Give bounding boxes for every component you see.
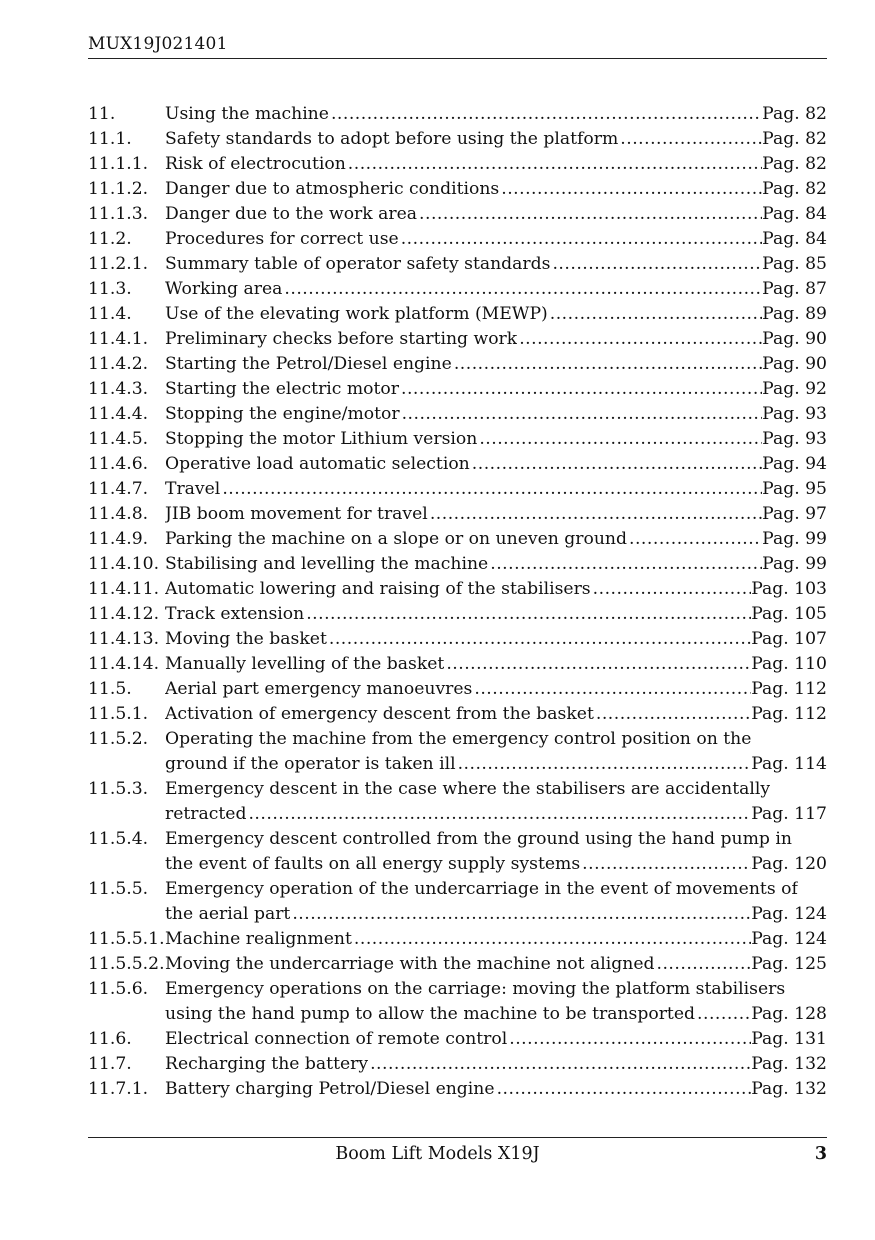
toc-entry-number: 11.4.11. [88, 579, 160, 599]
toc-entry-page: Pag. 117 [751, 804, 827, 824]
toc-entry [88, 427, 827, 452]
dot-leader [548, 302, 762, 327]
header-divider [88, 58, 827, 59]
toc-entry-number: 11.5. [88, 679, 132, 699]
toc-entry-number: 11.1. [88, 129, 132, 149]
toc-entry [88, 152, 827, 177]
toc-entry-page: Pag. 110 [751, 654, 827, 674]
toc-entry-number: 11.5.5.2. [88, 954, 165, 974]
document-code: MUX19J021401 [88, 34, 228, 54]
dot-leader [499, 177, 762, 202]
toc-entry-number: 11.4.6. [88, 454, 149, 474]
toc-entry [88, 177, 827, 202]
toc-entry-page: Pag. 90 [762, 354, 827, 374]
toc-entry-page: Pag. 128 [751, 1004, 827, 1024]
toc-entry-number: 11.1.3. [88, 204, 149, 224]
toc-entry-title: Battery charging Petrol/Diesel engine [165, 1079, 495, 1099]
toc-entry [88, 952, 827, 977]
toc-entry-page: Pag. 92 [762, 379, 827, 399]
toc-entry-title: Danger due to atmospheric conditions [165, 179, 500, 199]
toc-entry-title: Machine realignment [165, 929, 352, 949]
dot-leader [428, 502, 762, 527]
dot-leader [591, 577, 752, 602]
dot-leader [220, 477, 762, 502]
toc-entry-page: Pag. 97 [762, 504, 827, 524]
toc-entry [88, 477, 827, 502]
toc-entry-title: Travel [165, 479, 221, 499]
toc-entry-page: Pag. 120 [751, 854, 827, 874]
dot-leader [417, 202, 762, 227]
toc-entry-page: Pag. 82 [762, 129, 827, 149]
dot-leader [368, 1052, 751, 1077]
table-of-contents [88, 102, 827, 1102]
toc-entry-page: Pag. 99 [762, 529, 827, 549]
toc-entry-page: Pag. 94 [762, 454, 827, 474]
toc-entry-title: Recharging the battery [165, 1054, 369, 1074]
toc-entry [88, 277, 827, 302]
toc-entry [88, 977, 827, 1027]
toc-entry-number: 11.4.9. [88, 529, 149, 549]
toc-entry [88, 352, 827, 377]
dot-leader [627, 527, 762, 552]
toc-entry-title: Operative load automatic selection [165, 454, 470, 474]
toc-entry [88, 202, 827, 227]
toc-entry [88, 452, 827, 477]
toc-entry-title: Emergency descent in the case where the stabilisers are accidentally [165, 779, 771, 799]
toc-entry-title: Emergency operations on the carriage: moving the platform stabilisers [165, 979, 786, 999]
toc-entry-page: Pag. 85 [762, 254, 827, 274]
toc-entry-page: Pag. 95 [762, 479, 827, 499]
toc-entry-page: Pag. 132 [751, 1054, 827, 1074]
toc-entry-page: Pag. 82 [762, 179, 827, 199]
toc-entry [88, 1027, 827, 1052]
toc-entry-page: Pag. 103 [751, 579, 827, 599]
dot-leader [618, 127, 762, 152]
toc-entry-number: 11.4.7. [88, 479, 149, 499]
toc-entry-title: Working area [165, 279, 283, 299]
toc-entry [88, 777, 827, 827]
toc-entry-title: Stabilising and levelling the machine [165, 554, 489, 574]
toc-entry [88, 302, 827, 327]
toc-entry-number: 11.4.4. [88, 404, 149, 424]
toc-entry [88, 727, 827, 777]
toc-entry-page: Pag. 107 [751, 629, 827, 649]
toc-entry-page: Pag. 131 [751, 1029, 827, 1049]
footer-divider [88, 1137, 827, 1138]
toc-entry-page: Pag. 84 [762, 204, 827, 224]
toc-entry [88, 627, 827, 652]
toc-entry [88, 702, 827, 727]
dot-leader [304, 602, 751, 627]
dot-leader [580, 852, 751, 877]
toc-entry-title: ground if the operator is taken ill [165, 754, 456, 774]
toc-entry-number: 11.5.1. [88, 704, 149, 724]
toc-entry-number: 11.4.2. [88, 354, 149, 374]
dot-leader [477, 427, 762, 452]
toc-entry-title: Stopping the engine/motor [165, 404, 400, 424]
toc-entry-title: retracted [165, 804, 247, 824]
toc-entry-title: the event of faults on all energy supply systems [165, 854, 581, 874]
dot-leader [488, 552, 762, 577]
toc-entry [88, 577, 827, 602]
toc-entry [88, 877, 827, 927]
toc-entry-page: Pag. 114 [751, 754, 827, 774]
toc-entry-title: Procedures for correct use [165, 229, 399, 249]
toc-entry-number: 11.2.1. [88, 254, 149, 274]
toc-entry [88, 927, 827, 952]
toc-entry-title: Aerial part emergency manoeuvres [165, 679, 473, 699]
dot-leader [346, 152, 762, 177]
toc-entry-number: 11.6. [88, 1029, 132, 1049]
toc-entry-title: Parking the machine on a slope or on uneven ground [165, 529, 627, 549]
toc-entry-title: Electrical connection of remote control [165, 1029, 508, 1049]
page-number: 3 [814, 1144, 827, 1164]
toc-entry [88, 402, 827, 427]
toc-entry-number: 11.4.1. [88, 329, 149, 349]
toc-entry-title: the aerial part [165, 904, 291, 924]
toc-entry-title: Automatic lowering and raising of the stabilisers [165, 579, 591, 599]
toc-entry-title: Preliminary checks before starting work [165, 329, 518, 349]
toc-entry-title: Moving the undercarriage with the machine not aligned [165, 954, 655, 974]
toc-entry-title: Safety standards to adopt before using the platform [165, 129, 619, 149]
toc-entry-title: Emergency operation of the undercarriage in the event of movements of [165, 879, 798, 899]
toc-entry-title: Danger due to the work area [165, 204, 418, 224]
toc-entry-number: 11.4.8. [88, 504, 149, 524]
toc-entry [88, 327, 827, 352]
toc-entry [88, 227, 827, 252]
dot-leader [444, 652, 751, 677]
toc-entry-title: Starting the electric motor [165, 379, 399, 399]
toc-entry-title: using the hand pump to allow the machine to be transported [165, 1004, 696, 1024]
toc-entry-title: Stopping the motor Lithium version [165, 429, 478, 449]
toc-entry-title: Activation of emergency descent from the basket [165, 704, 594, 724]
toc-entry [88, 827, 827, 877]
toc-entry-number: 11. [88, 104, 116, 124]
dot-leader [329, 102, 762, 127]
toc-entry-title: Operating the machine from the emergency control position on the [165, 729, 752, 749]
dot-leader [400, 402, 763, 427]
toc-entry-title: Emergency descent controlled from the ground using the hand pump in [165, 829, 792, 849]
dot-leader [517, 327, 762, 352]
dot-leader [399, 227, 762, 252]
toc-entry-title: Using the machine [165, 104, 329, 124]
toc-entry-page: Pag. 93 [762, 429, 827, 449]
footer-title: Boom Lift Models X19J [335, 1144, 540, 1164]
toc-entry-number: 11.1.2. [88, 179, 149, 199]
dot-leader [655, 952, 752, 977]
toc-entry-number: 11.4.3. [88, 379, 149, 399]
dot-leader [456, 752, 752, 777]
toc-entry-title: JIB boom movement for travel [165, 504, 428, 524]
toc-entry-number: 11.4.13. [88, 629, 160, 649]
toc-entry [88, 102, 827, 127]
toc-entry-number: 11.5.2. [88, 729, 149, 749]
toc-entry-title: Risk of electrocution [165, 154, 346, 174]
toc-entry [88, 127, 827, 152]
toc-entry-page: Pag. 124 [751, 904, 827, 924]
toc-entry [88, 602, 827, 627]
toc-entry-page: Pag. 90 [762, 329, 827, 349]
toc-entry-number: 11.4. [88, 304, 132, 324]
toc-entry-title: Moving the basket [165, 629, 327, 649]
toc-entry-title: Starting the Petrol/Diesel engine [165, 354, 452, 374]
dot-leader [282, 277, 762, 302]
dot-leader [507, 1027, 751, 1052]
toc-entry-page: Pag. 125 [751, 954, 827, 974]
dot-leader [246, 802, 751, 827]
dot-leader [352, 927, 751, 952]
toc-entry-page: Pag. 124 [751, 929, 827, 949]
toc-entry-page: Pag. 87 [762, 279, 827, 299]
toc-entry-page: Pag. 99 [762, 554, 827, 574]
toc-entry-number: 11.5.5.1. [88, 929, 165, 949]
toc-entry-page: Pag. 132 [751, 1079, 827, 1099]
toc-entry-page: Pag. 112 [751, 704, 827, 724]
toc-entry [88, 552, 827, 577]
toc-entry-number: 11.7. [88, 1054, 132, 1074]
dot-leader [550, 252, 762, 277]
dot-leader [290, 902, 751, 927]
toc-entry-number: 11.5.3. [88, 779, 149, 799]
toc-entry-number: 11.4.12. [88, 604, 160, 624]
toc-entry-title: Track extension [165, 604, 305, 624]
toc-entry-page: Pag. 89 [762, 304, 827, 324]
toc-entry-number: 11.1.1. [88, 154, 149, 174]
toc-entry-page: Pag. 84 [762, 229, 827, 249]
dot-leader [399, 377, 762, 402]
toc-entry-page: Pag. 82 [762, 104, 827, 124]
dot-leader [695, 1002, 751, 1027]
toc-entry [88, 1077, 827, 1102]
dot-leader [472, 677, 751, 702]
toc-entry-page: Pag. 112 [751, 679, 827, 699]
toc-entry-number: 11.5.5. [88, 879, 149, 899]
dot-leader [495, 1077, 752, 1102]
toc-entry-title: Summary table of operator safety standards [165, 254, 551, 274]
toc-entry-number: 11.4.5. [88, 429, 149, 449]
toc-entry-page: Pag. 82 [762, 154, 827, 174]
toc-entry [88, 377, 827, 402]
toc-entry [88, 677, 827, 702]
dot-leader [470, 452, 762, 477]
dot-leader [452, 352, 762, 377]
dot-leader [327, 627, 751, 652]
toc-entry-number: 11.5.6. [88, 979, 149, 999]
toc-entry [88, 527, 827, 552]
toc-entry-number: 11.5.4. [88, 829, 149, 849]
toc-entry-number: 11.2. [88, 229, 132, 249]
toc-entry-number: 11.7.1. [88, 1079, 149, 1099]
toc-entry-number: 11.4.10. [88, 554, 160, 574]
toc-entry [88, 652, 827, 677]
dot-leader [594, 702, 751, 727]
toc-entry-page: Pag. 93 [762, 404, 827, 424]
toc-entry-number: 11.3. [88, 279, 132, 299]
toc-entry [88, 1052, 827, 1077]
toc-entry [88, 252, 827, 277]
toc-entry-title: Use of the elevating work platform (MEWP) [165, 304, 548, 324]
toc-entry-page: Pag. 105 [751, 604, 827, 624]
toc-entry [88, 502, 827, 527]
toc-entry-title: Manually levelling of the basket [165, 654, 445, 674]
toc-entry-number: 11.4.14. [88, 654, 160, 674]
